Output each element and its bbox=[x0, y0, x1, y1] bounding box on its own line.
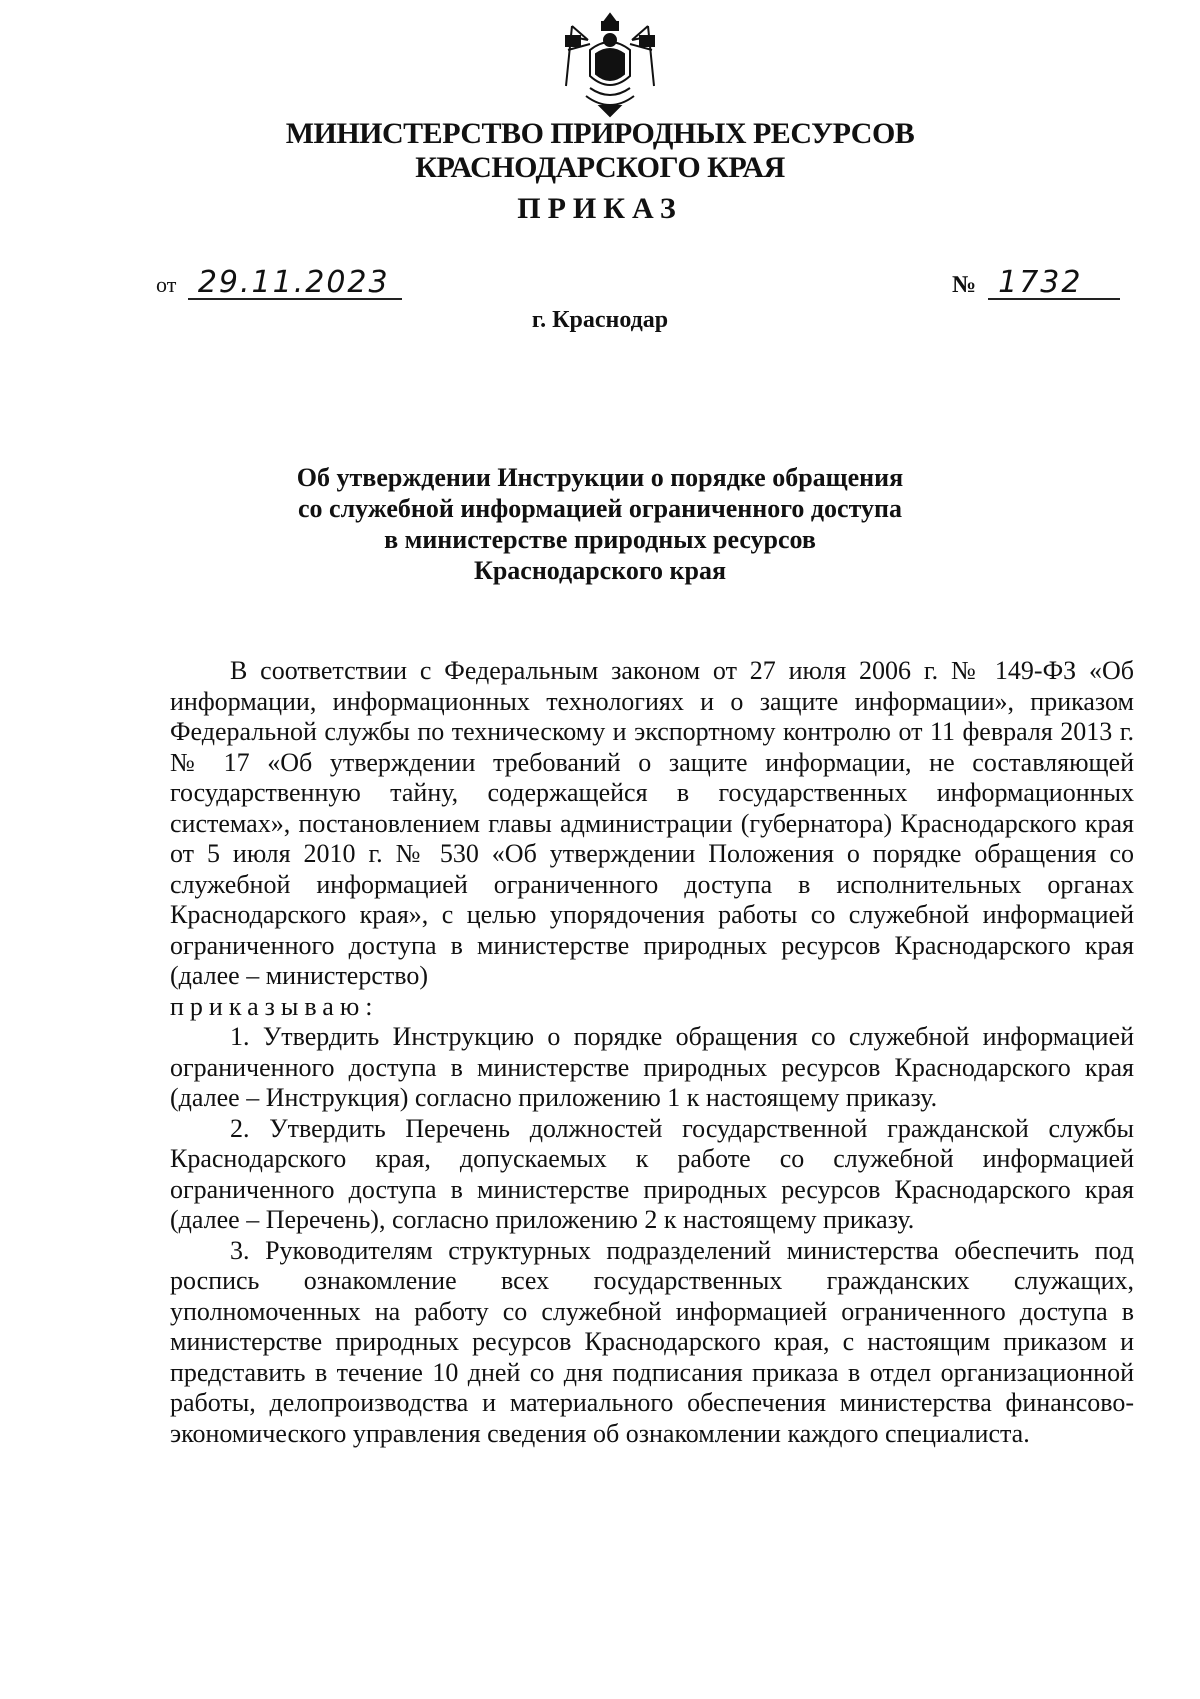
number-field bbox=[952, 265, 1120, 300]
date-field bbox=[156, 265, 402, 300]
order-item-1: 1. Утвердить Инструкцию о порядке обращения со служебной информацией ограниченного доступа в министерстве природных ресурсов Краснодарского края (далее – Инструкция) согласно приложению 1 к настоящему приказу. bbox=[170, 1022, 1134, 1112]
order-item-2: 2. Утвердить Перечень должностей государственной гражданской службы Краснодарского края, допускаемых к работе со служебной информацией ограниченного доступа в министерстве природных ресурсов Краснодарского края (далее – Перечень), согласно приложению 2 к настоящему приказу. bbox=[170, 1113, 1134, 1234]
subject-line: со служебной информацией ограниченного доступа bbox=[297, 494, 903, 523]
preamble-paragraph: В соответствии с Федеральным законом от 27 июля 2006 г. № 149-ФЗ «Об информации, информационных технологиях и о защите информации», приказом Федеральной службы по техническому и экспортному контролю от 11 февраля 2013 г. № 17 «Об утверждении требований о защите информации, не составляющей государственную тайну, содержащейся в государственных информационных системах», постановлением главы администрации (губернатора) Краснодарского края от 5 июля 2010 г. № 530 «Об утверждении Положения о порядке обращения со служебной информацией ограниченного доступа в исполнительных органах Краснодарского края», с целью упорядочения работы со служебной информацией ограниченного доступа в министерстве природных ресурсов Краснодарского края (далее – министерство) bbox=[170, 656, 1134, 990]
order-item-3: 3. Руководителям структурных подразделений министерства обеспечить под роспись ознакомление всех государственных гражданских служащих, уполномоченных на работу со служебной информацией ограниченного доступа в министерстве природных ресурсов Краснодарского края, с настоящим приказом и представить в течение 10 дней со дня подписания приказа в отдел организационной работы, делопроизводства и материального обеспечения министерства финансово-экономического управления сведения об ознакомлении каждого специалиста. bbox=[170, 1235, 1134, 1448]
document-subject bbox=[0, 462, 1200, 586]
number-value-handwritten: 1732 bbox=[988, 268, 1120, 300]
document-type-title: ПРИКАЗ bbox=[517, 192, 683, 225]
coat-of-arms-icon bbox=[560, 10, 660, 120]
number-prefix: № bbox=[952, 272, 977, 298]
subject-line: Об утверждении Инструкции о порядке обращения bbox=[296, 463, 904, 492]
subject-line: Краснодарского края bbox=[473, 556, 727, 585]
document-body bbox=[170, 656, 1134, 1449]
city-label: г. Краснодар bbox=[531, 307, 669, 333]
date-value-handwritten: 29.11.2023 bbox=[188, 268, 402, 300]
date-prefix: от bbox=[156, 272, 177, 297]
subject-line: в министерстве природных ресурсов bbox=[384, 525, 816, 554]
ministry-name-line2: КРАСНОДАРСКОГО КРАЯ bbox=[415, 151, 785, 184]
order-word: приказываю: bbox=[170, 991, 379, 1021]
ministry-name-line1: МИНИСТЕРСТВО ПРИРОДНЫХ РЕСУРСОВ bbox=[285, 117, 915, 150]
